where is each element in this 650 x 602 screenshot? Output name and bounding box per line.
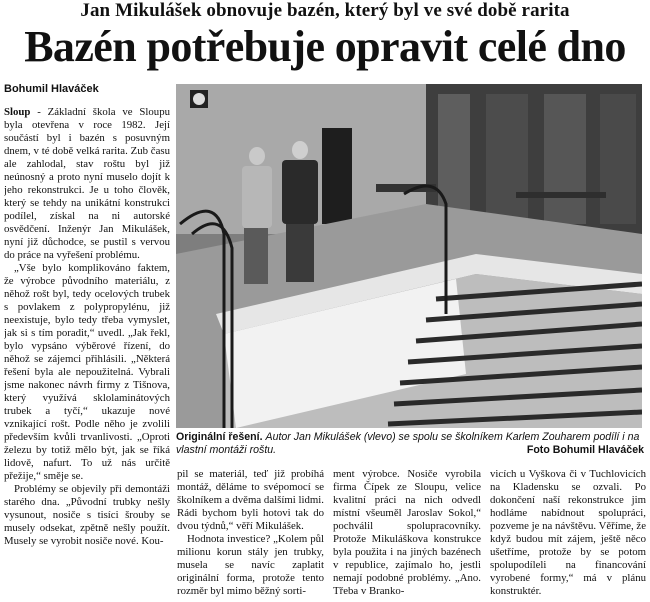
article-column-1 [4,106,170,600]
paragraph-1: Sloup - Základní škola ve Sloupu byla otevřena v roce 1982. Její součástí byl i bazén s posuvným dnem, v té době velká rarita. Zub času ale zahlodal, stav roštu byl již neúnosný a proto nyní muselo dojít k jeho rekonstrukci. Je u toho člověk, který se tehdy na unikátní konstrukci podílel, získal na ni autorské osvědčení. Inženýr Jan Mikulášek, nyní již důchodce, se pustil s vervou do práce na vyřešení problému. [4,106,170,261]
photo-credit: Foto Bohumil Hlaváček [526,444,644,456]
caption-lead: Originální řešení. [176,431,263,443]
article-column-2 [177,468,324,600]
headline: Bazén potřebuje opravit celé dno [24,22,626,71]
paragraph-2: „Vše bylo komplikováno faktem, že výrobce původního materiálu, z něhož rošt byl, tedy ocelových trubek s povlakem z polypropylénu, již neexistuje, bylo tedy třeba vymyslet, jak si s tím poradit,“ uvedl. „Jak řekl, bylo vypsáno výběrové řízení, do něhož se zájemci přihlásili. „Některá řešení byla ale nepoužitelná. Vybrali jsme nakonec návrh firmy z Tišnova, který využívá sklolaminátových trubek a tyčí,“ ukazuje nové vznikající rošt. Podle něho je zvolili především kvůli trvanlivosti. „Oproti železu by totiž mělo být, jak se říká lidově, nafurt. To už nás určitě přežije,“ směje se. [4,262,170,482]
paragraph-6: ment výrobce. Nosiče vyrobila firma Čípek ze Sloupu, velice kvalitní práci na nich odvedl místní všeuměl Jaroslav Sokol,“ pochválil spolupracovníky. Protože Mikuláškova konstrukce byla použita i na jiných bazénech v republice, zajímalo ho, jestli nemají podobné problémy. „Ano. Třeba v Branko- [333,468,481,597]
article-column-3 [333,468,481,600]
author-byline: Bohumil Hlaváček [4,83,99,95]
paragraph-7: vicích u Vyškova či v Tuchlovicích na Kladensku se ozvali. Po dokončení naší rekonstrukce jim hodláme nabídnout spolupráci, pozveme je na návštěvu. Věříme, že když budou mít zájem, ještě něco ušetříme, protože by se potom spolupodíleli na financování vyrobené formy,“ má v plánu konstruktér. [490,468,646,597]
paragraph-3: Problémy se objevily při demontáži starého dna. „Původní trubky nešly vysunout, nosiče s tisíci šrouby se musely odsekat, zpětně nešly použít. Musely se vyrobit nosiče nové. Kou- [4,483,170,547]
paragraph-5: Hodnota investice? „Kolem půl milionu korun stály jen trubky, musela se navíc zaplatit originální forma, protože tento rozměr byl mimo běžný sorti- [177,533,324,597]
paragraph-4: pil se materiál, teď již probíhá montáž, děláme to svépomocí se školníkem a dvěma dalšími lidmi. Rádi bychom byli hotovi tak do dvou týdnů,“ věří Mikulášek. [177,468,324,532]
article-column-4 [490,468,646,600]
dateline: Sloup [4,106,31,118]
pool-photo [176,84,642,428]
subtitle: Jan Mikulášek obnovuje bazén, který byl ve své době rarita [80,0,570,21]
caption-text: Autor Jan Mikulášek (vlevo) se spolu se školníkem Karlem Zouharem podílí i na vlastní montáži roštu. [176,431,640,456]
